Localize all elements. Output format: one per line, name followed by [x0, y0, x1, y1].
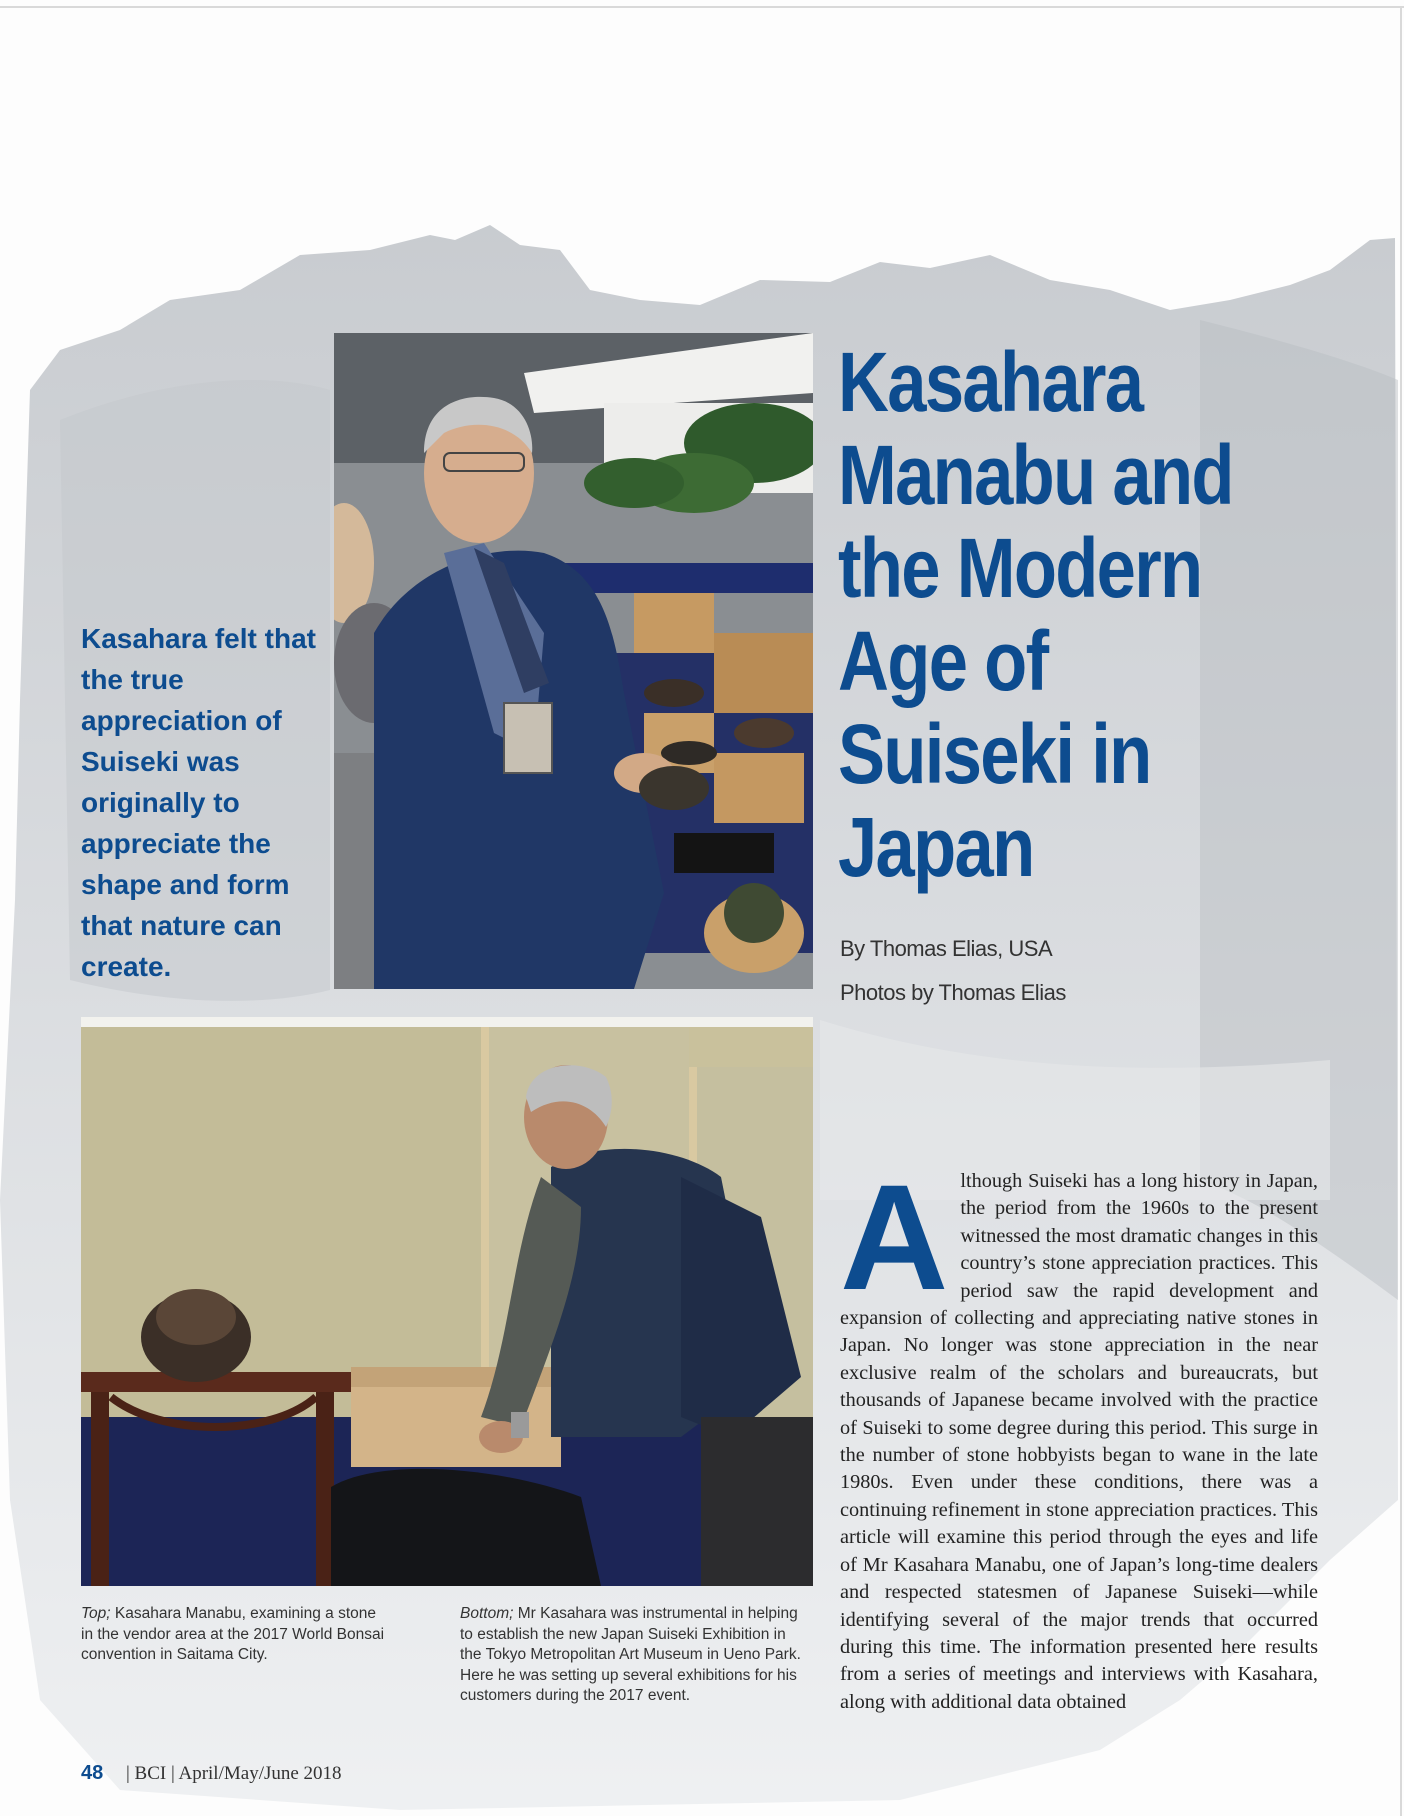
caption-bottom-text: Mr Kasahara was instrumental in helping to establish the new Japan Suiseki Exhibition in the Tokyo Metropolitan Art Museum in Ueno Park. Here he was setting up several exhibitions for his customers during the 2017 event.: [460, 1605, 801, 1704]
running-footer: | BCI | April/May/June 2018: [126, 1763, 342, 1784]
article-body: [840, 1153, 1318, 1716]
pull-quote: Kasahara felt that the true appreciation of Suiseki was originally to appreciate the shape and form that nature can create.: [81, 623, 316, 982]
caption-top-text: Kasahara Manabu, examining a stone in the vendor area at the 2017 World Bonsai convention in Saitama City.: [81, 1605, 385, 1663]
page-number: 48: [81, 1762, 104, 1784]
article-body-text: lthough Suiseki has a long history in Japan, the period from the 1960s to the present witnessed the most dramatic changes in this country’s stone appreciation practices. This period saw the rapid development and expansion of collecting and appreciating native stones in Japan. No longer was stone appreciation in the near exclusive realm of the scholars and bureaucrats, but thousands of Japanese became involved with the practice of Suiseki to some degree during this period. This surge in the number of stone hobbyists began to wane in the late 1980s. Even under these conditions, there was a continuing refinement in stone appreciation practices. This article will examine this period through the eyes and life of Mr Kasahara Manabu, one of Japan’s long-time dealers and respected statesmen of Japanese Suiseki—while identifying several of the major trends that occurred during this time. The information presented here results from a series of meetings and interviews with Kasahara, along with additional data obtained: [840, 1170, 1318, 1713]
caption-bottom-label: Bottom;: [460, 1605, 514, 1622]
caption-top-photo: [81, 1604, 391, 1666]
caption-bottom-photo: [460, 1604, 810, 1707]
caption-top-label: Top;: [81, 1605, 111, 1622]
article-title: Kasahara Manabu and the Modern Age of Suiseki in Japan: [838, 335, 1233, 894]
byline-photos: Photos by Thomas Elias: [840, 980, 1066, 1005]
photo-kasahara-exhibition-setup: [81, 1017, 813, 1586]
photo-kasahara-vendor-area: [334, 333, 813, 989]
drop-cap: A: [840, 1153, 949, 1321]
byline-author: By Thomas Elias, USA: [840, 936, 1053, 961]
